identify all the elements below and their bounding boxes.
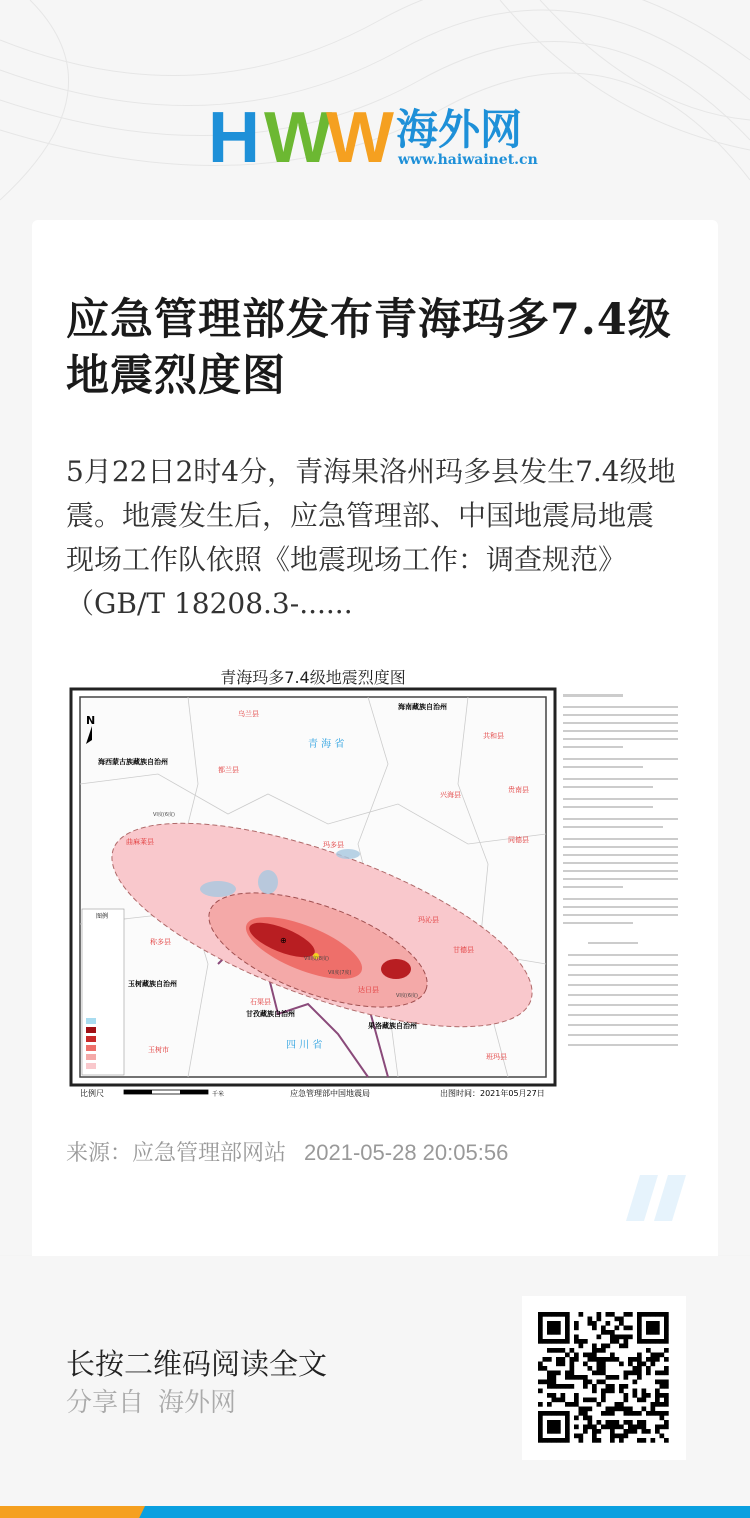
scale-unit: 千米 [212,1091,225,1098]
map-label: 共和县 [483,732,504,740]
map-label: 兴海县 [440,791,461,799]
logo-name: 海外网 [396,105,523,154]
map-label: 班玛县 [486,1053,507,1061]
map-label: VI度(6度) [396,993,418,999]
legend-title: 图例 [96,913,109,920]
svg-text:W: W [326,100,394,170]
article-summary: 5月22日2时4分，青海果洛州玛多县发生7.4级地震。地震发生后，应急管理部、中国地震局地震现场工作队依照《地震现场工作：调查规范》（GB/T 18208.3-...... [66,455,676,620]
map-label: 贵南县 [508,786,529,794]
scale-label: 比例尺 [80,1089,104,1098]
map-label: 四 川 省 [286,1040,323,1051]
svg-text:⊕: ⊕ [280,936,287,945]
map-label: VI度(6度) [153,812,175,818]
map-label: VIII度(8度) [304,956,329,962]
quote-decoration [626,1175,688,1221]
source-label: 来源：应急管理部网站 [66,1140,287,1165]
map-label: 果洛藏族自治州 [368,1022,417,1030]
map-label: 称多县 [150,938,171,946]
map-label: 海南藏族自治州 [398,703,447,711]
qr-code[interactable] [522,1296,686,1460]
map-label: 甘孜藏族自治州 [246,1010,295,1018]
map-label: 海西蒙古族藏族自治州 [98,758,168,766]
map-label: 乌兰县 [238,710,259,718]
publish-datetime: 2021-05-28 20:05:56 [304,1140,509,1165]
map-title: 青海玛多7.4级地震烈度图 [220,668,406,687]
share-site: 海外网 [158,1388,237,1418]
haiwainet-logo[interactable] [208,100,548,170]
bottom-accent-bar [0,1506,750,1518]
map-date: 出图时间：2021年05月27日 [440,1089,545,1098]
intensity-map-image[interactable] [68,664,684,1102]
map-label: VII度(7度) [328,970,352,976]
map-label: 玛沁县 [418,916,439,924]
map-label: 石渠县 [250,998,271,1006]
map-publisher: 应急管理部中国地震局 [290,1089,370,1098]
logo-url: www.haiwainet.cn [398,152,538,168]
map-label: 玉树藏族自治州 [128,980,177,988]
svg-text:H: H [208,100,260,170]
svg-text:W: W [264,100,332,170]
share-source [66,1382,250,1419]
article-meta [66,1136,526,1167]
svg-text:N: N [86,714,96,727]
map-label: 甘德县 [453,946,474,954]
map-label: 曲麻莱县 [126,838,154,846]
map-label: 玉树市 [148,1046,169,1054]
map-label: 都兰县 [218,766,239,774]
qr-call-to-action: 长按二维码阅读全文 [66,1347,328,1381]
map-label: 达日县 [358,986,379,994]
article-title: 应急管理部发布青海玛多7.4级地震烈度图 [66,295,672,401]
map-label: 青 海 省 [308,739,345,750]
map-label: 玛多县 [323,841,344,849]
map-label: 同德县 [508,836,529,844]
share-prefix: 分享自 [66,1388,145,1418]
